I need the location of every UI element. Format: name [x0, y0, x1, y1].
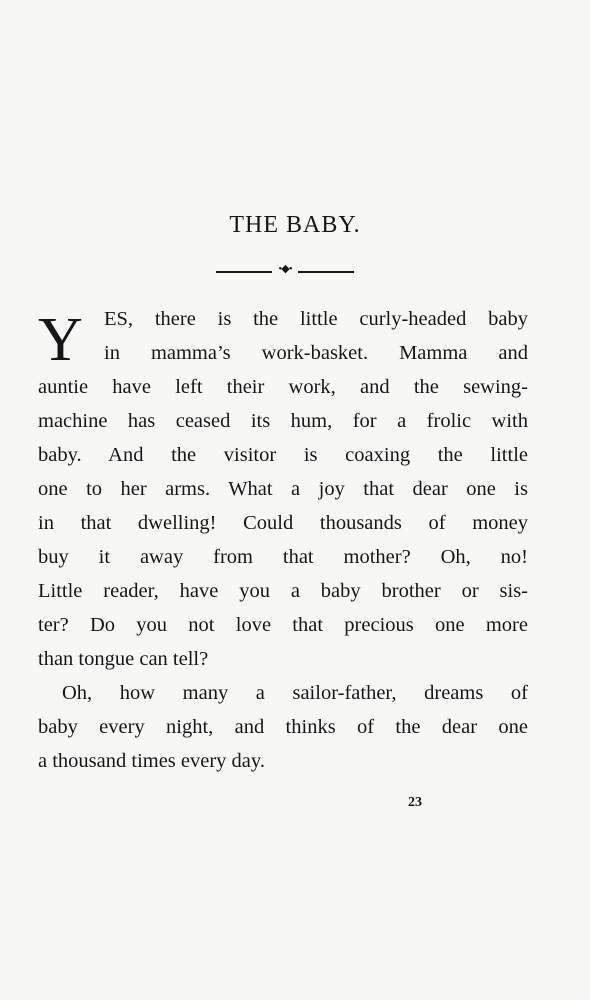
text-line: Oh, how many a sailor-father, dreams of — [62, 682, 528, 704]
title-ornament — [216, 265, 354, 279]
text-line: ter? Do you not love that precious one more — [38, 614, 528, 636]
text-line: auntie have left their work, and the sewing- — [38, 376, 528, 398]
body-text — [38, 302, 528, 778]
ornament-rule-right — [298, 271, 354, 273]
drop-cap: Y — [38, 306, 83, 374]
text-line: baby. And the visitor is coaxing the little — [38, 444, 528, 466]
text-line: in mamma’s work-basket. Mamma and — [104, 342, 528, 364]
ornament-dots: •◆• — [278, 263, 292, 275]
text-line: Little reader, have you a baby brother or sis- — [38, 580, 528, 602]
page-number: 23 — [408, 795, 422, 810]
text-line: one to her arms. What a joy that dear one is — [38, 478, 528, 500]
text-line: a thousand times every day. — [38, 750, 265, 772]
text-line: baby every night, and thinks of the dear one — [38, 716, 528, 738]
text-line: in that dwelling! Could thousands of money — [38, 512, 528, 534]
text-line: buy it away from that mother? Oh, no! — [38, 546, 528, 568]
text-line: than tongue can tell? — [38, 648, 209, 670]
text-line: ES, there is the little curly-headed baby — [104, 308, 528, 330]
text-line: machine has ceased its hum, for a frolic with — [38, 410, 528, 432]
ornament-rule-left — [216, 271, 272, 273]
chapter-title: THE BABY. — [229, 212, 361, 238]
